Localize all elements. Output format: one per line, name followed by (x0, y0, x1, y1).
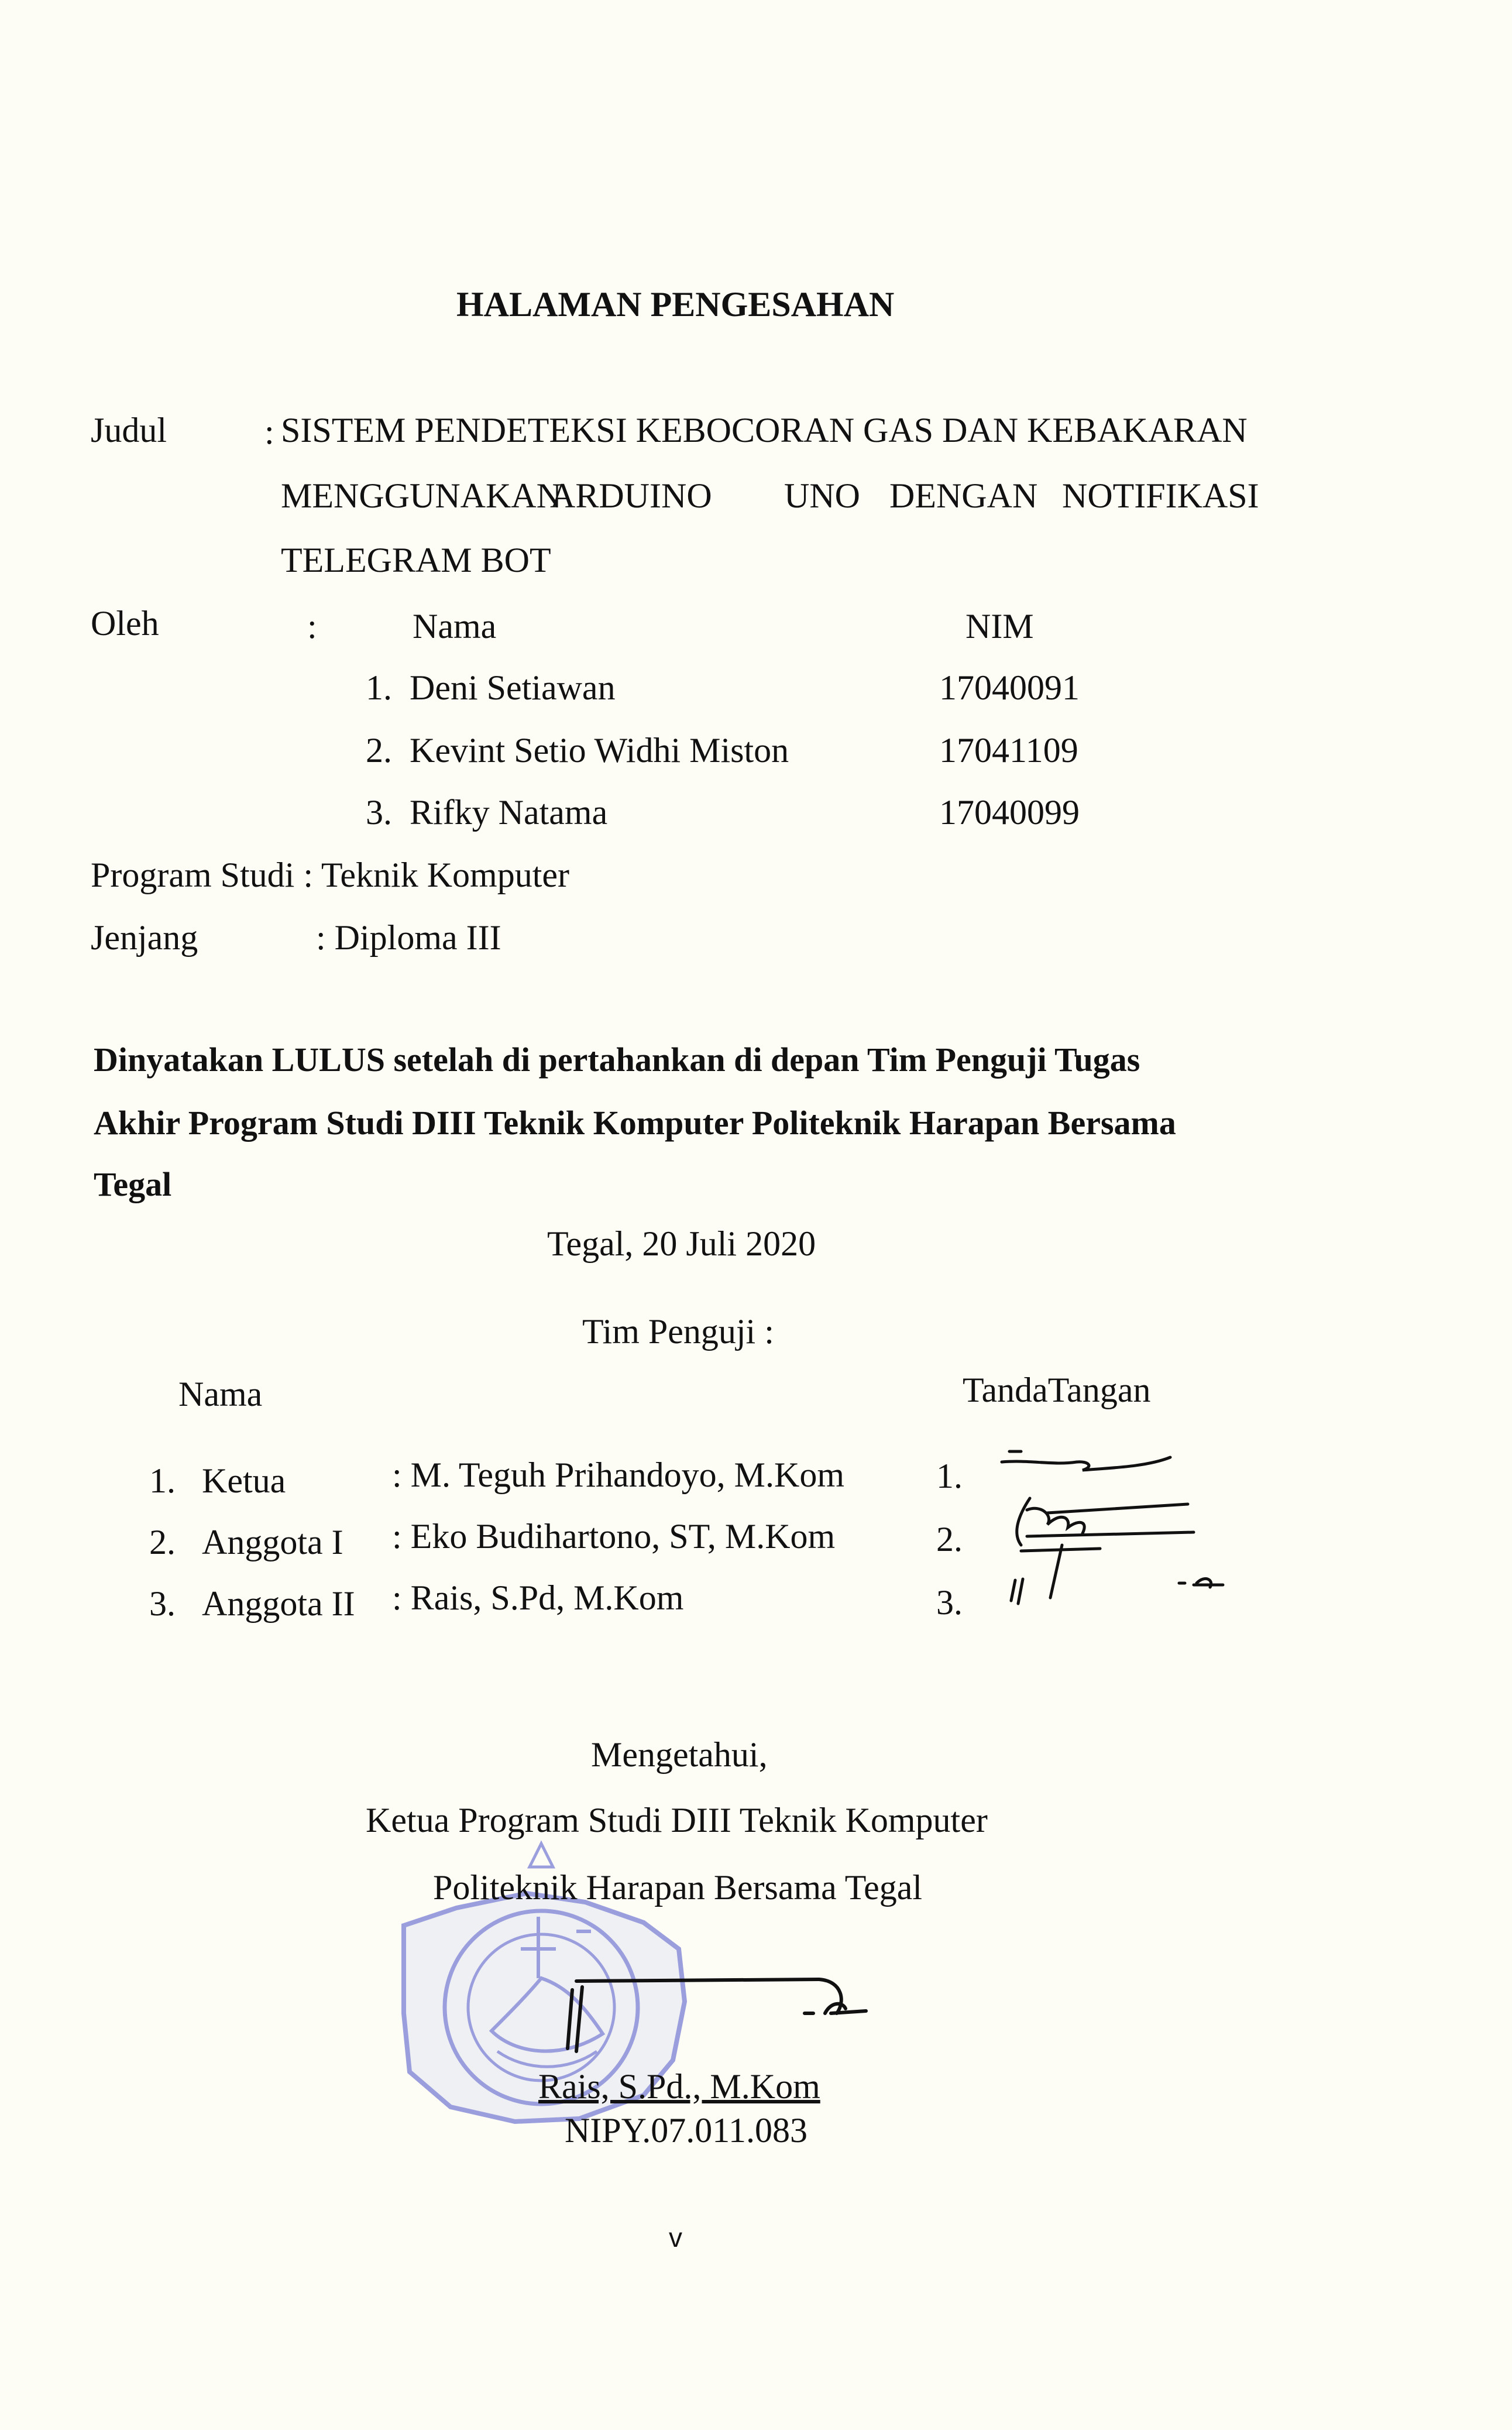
examiner-role: Anggota II (202, 1584, 355, 1623)
examiner-signature-1 (1002, 1451, 1170, 1470)
examiner-signature-3 (1011, 1545, 1223, 1604)
member-number: 1. (366, 668, 392, 707)
tim-penguji-label: Tim Penguji : (582, 1312, 774, 1351)
examiner-name: : Rais, S.Pd, M.Kom (392, 1578, 684, 1617)
examiner-role: Ketua (202, 1461, 286, 1500)
examiner-number: 1. (149, 1461, 176, 1500)
judul-line-1: SISTEM PENDETEKSI KEBOCORAN GAS DAN KEBAKARAN (281, 411, 1248, 449)
judul-line-3: TELEGRAM BOT (281, 541, 551, 579)
jenjang-value: : Diploma III (316, 918, 501, 957)
judul-colon: : (264, 413, 274, 451)
member-nim: 17040091 (939, 668, 1080, 707)
member-nim: 17040099 (939, 793, 1080, 832)
examiner-signature-number: 3. (936, 1583, 963, 1622)
examiner-number: 3. (149, 1584, 176, 1623)
judul-line-2-word-3: UNO (784, 476, 860, 515)
jenjang-label: Jenjang (91, 918, 198, 957)
mengetahui: Mengetahui, (591, 1735, 768, 1774)
examiner-number: 2. (149, 1523, 176, 1561)
oleh-col-nim: NIM (965, 607, 1034, 646)
member-number: 2. (366, 731, 392, 770)
judul-line-2-word-2: ARDUINO (550, 476, 712, 515)
examiner-signature-number: 2. (936, 1520, 963, 1559)
examiner-name: : M. Teguh Prihandoyo, M.Kom (392, 1456, 845, 1494)
judul-line-2-word-5: NOTIFIKASI (1062, 476, 1259, 515)
approver-name: Rais, S.Pd., M.Kom (538, 2067, 820, 2106)
oleh-label: Oleh (91, 604, 159, 643)
member-name: Rifky Natama (410, 793, 608, 832)
page-title: HALAMAN PENGESAHAN (456, 285, 895, 324)
statement-line-2: Akhir Program Studi DIII Teknik Komputer Politeknik Harapan Bersama (94, 1104, 1176, 1142)
member-nim: 17041109 (939, 731, 1078, 770)
place-date: Tegal, 20 Juli 2020 (547, 1224, 816, 1263)
member-name: Kevint Setio Widhi Miston (410, 731, 789, 770)
examiners-header-tanda-tangan: TandaTangan (963, 1371, 1151, 1409)
approval-institution: Politeknik Harapan Bersama Tegal (433, 1868, 923, 1907)
member-name: Deni Setiawan (410, 668, 616, 707)
judul-label: Judul (91, 411, 167, 449)
examiner-signature-number: 1. (936, 1457, 963, 1495)
oleh-col-nama: Nama (413, 607, 497, 646)
page-number: v (669, 2222, 682, 2253)
examiner-role: Anggota I (202, 1523, 343, 1561)
judul-line-2-word-1: MENGGUNAKAN (281, 476, 562, 515)
judul-line-2-word-4: DENGAN (889, 476, 1038, 515)
examiner-name: : Eko Budihartono, ST, M.Kom (392, 1517, 836, 1556)
examiner-signature-2 (1017, 1498, 1194, 1551)
oleh-colon: : (307, 607, 317, 646)
approver-nipy: NIPY.07.011.083 (565, 2111, 808, 2150)
statement-line-1: Dinyatakan LULUS setelah di pertahankan di depan Tim Penguji Tugas (94, 1041, 1140, 1079)
member-number: 3. (366, 793, 392, 832)
program-studi: Program Studi : Teknik Komputer (91, 856, 569, 894)
approval-position: Ketua Program Studi DIII Teknik Komputer (366, 1801, 988, 1839)
examiners-header-nama: Nama (178, 1375, 263, 1413)
statement-line-3: Tegal (94, 1165, 172, 1203)
